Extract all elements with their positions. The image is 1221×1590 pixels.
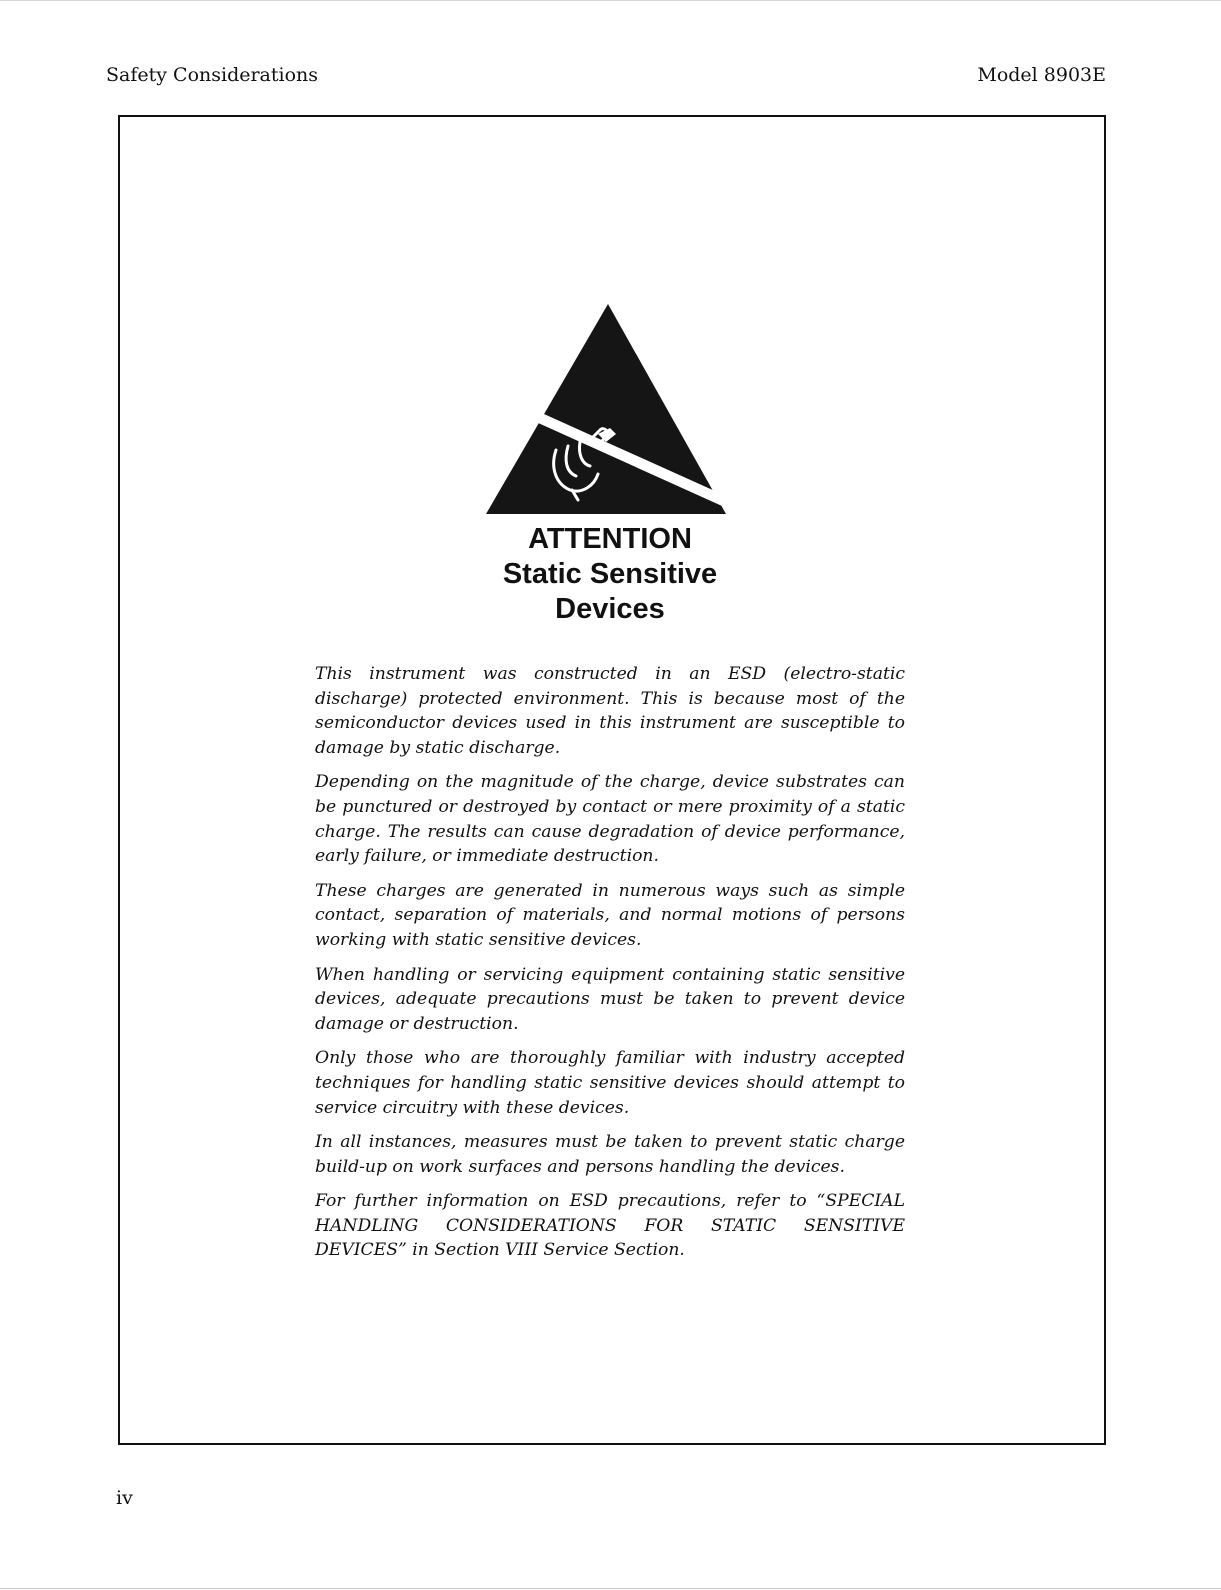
paragraph-handling-precautions: When handling or servicing equipment containing static sensitive devices, adequate precautions must be taken to prevent device damage or destruction. [315,964,905,1034]
attention-subtitle-line2: Devices [555,593,665,625]
attention-subtitle-line1: Static Sensitive [502,558,718,590]
paragraph-qualified-personnel: Only those who are thoroughly familiar with industry accepted techniques for handling static sensitive devices should attempt to service circuitry with these devices. [315,1048,905,1118]
top-rule [0,0,1221,1]
paragraph-esd-environment: This instrument was constructed in an ESD (electro-static discharge) protected environment. This is because most of the semiconductor devices used in this instrument are susceptible to damage by static discharge. [315,664,905,758]
esd-warning-icon [486,300,726,516]
attention-title: ATTENTION [528,523,692,555]
section-title: Safety Considerations [106,64,319,86]
bottom-rule [0,1588,1221,1589]
paragraph-further-information: For further information on ESD precautions, refer to “SPECIAL HANDLING CONSIDERATIONS FOR STATIC SENSITIVE DEVICES” in Section VIII Service Section. [315,1191,905,1261]
attention-heading [420,522,800,627]
paragraph-charge-magnitude: Depending on the magnitude of the charge, device substrates can be punctured or destroyed by contact or mere proximity of a static charge. The results can cause degradation of device performance, early failure, or immediate destruction. [315,772,905,867]
notice-body [315,662,905,1273]
paragraph-prevent-buildup: In all instances, measures must be taken to prevent static charge build-up on work surfaces and persons handling the devices. [315,1132,905,1177]
paragraph-charge-sources: These charges are generated in numerous ways such as simple contact, separation of materials, and normal motions of persons working with static sensitive devices. [315,880,905,950]
page-number: iv [116,1487,133,1509]
model-label: Model 8903E [977,64,1106,86]
